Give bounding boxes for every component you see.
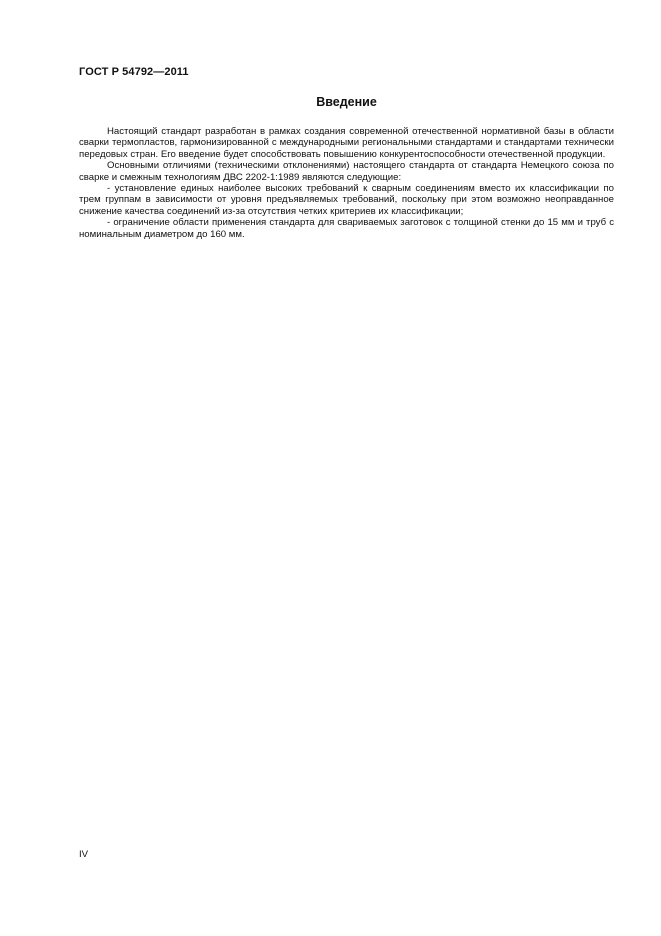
body-text xyxy=(79,126,614,240)
document-code: ГОСТ Р 54792—2011 xyxy=(79,66,189,78)
page-number: IV xyxy=(79,849,89,860)
paragraph-purpose: Настоящий стандарт разработан в рамках создания современной отечественной нормативной базы в области сварки термопластов, гармонизированной с международными региональными стандартами и стандартами технически передовых стран. Его введение будет способствовать повышению конкурентоспособности отечественной продукции. xyxy=(79,126,614,160)
paragraph-differences-intro: Основными отличиями (техническими отклонениями) настоящего стандарта от стандарта Немецкого союза по сварке и смежным технологиям ДВС 2202-1:1989 являются следующие: xyxy=(79,160,614,183)
section-title: Введение xyxy=(316,95,377,109)
paragraph-difference-item-1: - установление единых наиболее высоких требований к сварным соединениям вместо их классификации по трем группам в зависимости от уровня предъявляемых требований, поскольку при этом возможно неоправданное снижение качества соединений из-за отсутствия четких критериев их классификации; xyxy=(79,183,614,217)
paragraph-difference-item-2: - ограничение области применения стандарта для свариваемых заготовок с толщиной стенки до 15 мм и труб с номинальным диаметром до 160 мм. xyxy=(79,217,614,240)
